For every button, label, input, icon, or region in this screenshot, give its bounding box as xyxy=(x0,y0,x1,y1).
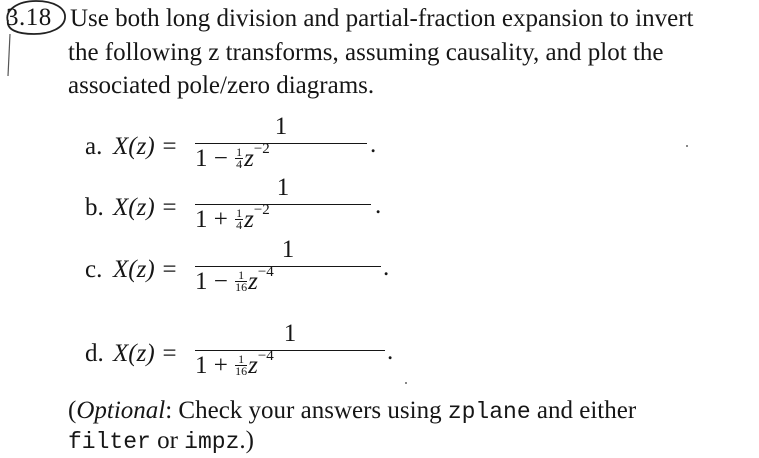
equation-lhs: X(z) = xyxy=(113,133,178,160)
denominator: 1 − $\frac{1}{4}$ $z^{-2}$ xyxy=(195,140,270,172)
optional-note-line-2: filter or impz.) xyxy=(68,427,254,455)
fraction-bar xyxy=(195,143,367,144)
equation-lhs: X(z) = xyxy=(113,194,178,221)
scan-speck xyxy=(686,145,688,147)
code-impz: impz xyxy=(184,429,240,455)
numerator: 1 xyxy=(276,174,290,201)
numerator: 1 xyxy=(281,236,295,263)
period: . xyxy=(370,131,377,158)
optional-label: Optional xyxy=(76,397,166,424)
denominator: 1 + $\frac{1}{16}$ $z^{-4}$ xyxy=(195,347,274,379)
denominator: 1 + $\frac{1}{4}$ $z^{-2}$ xyxy=(195,201,270,233)
fraction-bar xyxy=(195,204,371,205)
fraction-bar xyxy=(195,266,381,267)
equation-lhs: X(z) = xyxy=(113,256,178,283)
period: . xyxy=(387,338,394,365)
equation-label: b. xyxy=(85,194,104,221)
equation-label: c. xyxy=(85,256,103,283)
code-filter: filter xyxy=(68,429,151,455)
intro-line-2: the following z transforms, assuming causality, and plot the xyxy=(68,39,664,66)
equation-label: a. xyxy=(85,133,103,160)
fraction xyxy=(195,320,385,380)
problem-number: 3.18 xyxy=(6,4,52,31)
code-zplane: zplane xyxy=(447,399,531,425)
period: . xyxy=(383,254,390,281)
intro-line-3: associated pole/zero diagrams. xyxy=(68,72,375,99)
fraction-bar xyxy=(195,350,385,351)
fraction xyxy=(195,113,367,173)
intro-line-1: Use both long division and partial-fraction expansion to invert xyxy=(70,5,694,32)
denominator: 1 − $\frac{1}{16}$ $z^{-4}$ xyxy=(195,263,274,295)
equation-label: d. xyxy=(85,340,104,367)
equation-lhs: X(z) = xyxy=(113,340,178,367)
fraction xyxy=(195,174,371,234)
numerator: 1 xyxy=(283,320,297,347)
fraction xyxy=(195,236,381,296)
scan-speck xyxy=(405,382,407,384)
period: . xyxy=(375,192,382,219)
numerator: 1 xyxy=(274,113,288,140)
optional-note-line-1: (Optional: Check your answers using zplane and either xyxy=(68,397,637,425)
